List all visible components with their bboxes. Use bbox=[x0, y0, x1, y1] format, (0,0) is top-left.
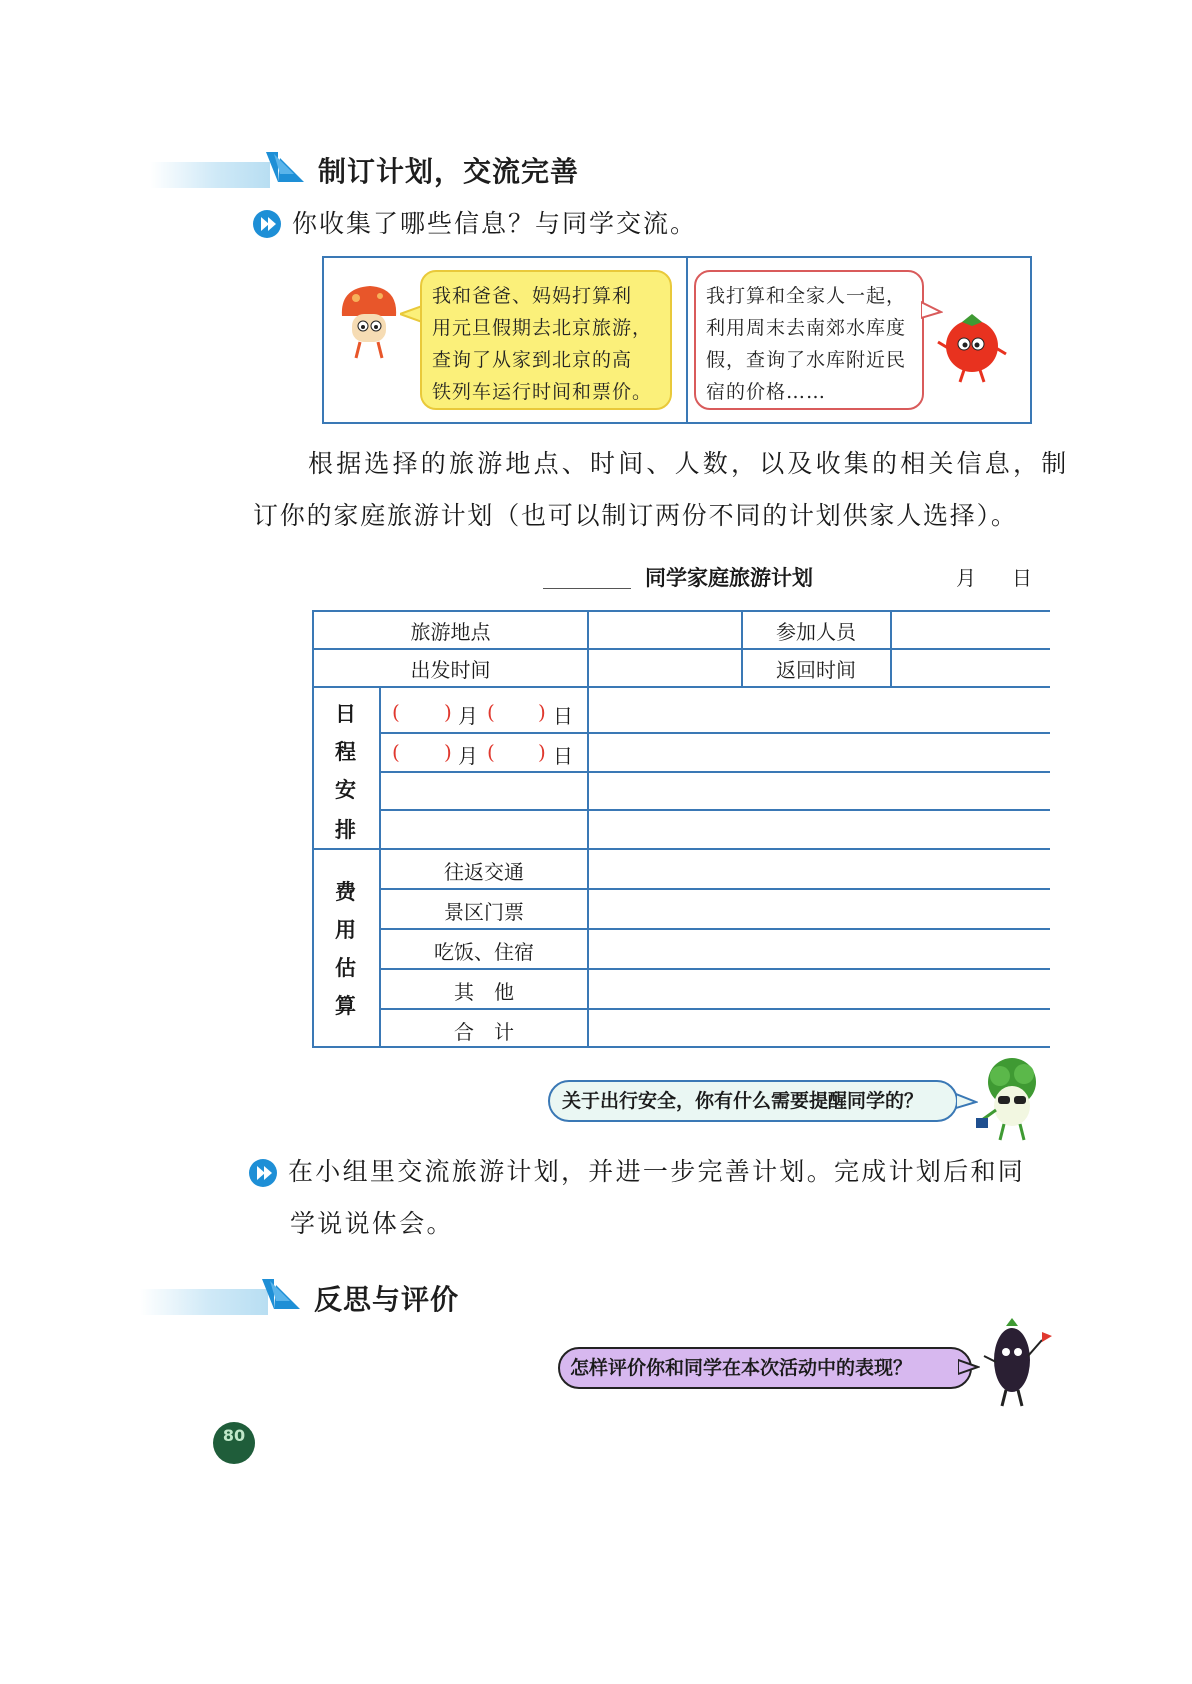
section-title-reflect: 反思与评价 bbox=[314, 1283, 460, 1316]
cost-item: 吃饭、住宿 bbox=[434, 940, 534, 964]
paren-open: ( bbox=[487, 700, 495, 724]
paren-open: ( bbox=[487, 740, 495, 764]
speech-right-line: 宿的价格…… bbox=[706, 381, 827, 403]
bubble-tail-icon bbox=[958, 1358, 980, 1376]
page-number: 80 bbox=[222, 1426, 246, 1445]
day-char: 日 bbox=[553, 744, 573, 768]
cost-item: 往返交通 bbox=[444, 860, 524, 884]
question-1: 你收集了哪些信息？与同学交流。 bbox=[292, 209, 698, 238]
paren-open: ( bbox=[392, 700, 400, 724]
paren-close: ) bbox=[444, 700, 452, 724]
play-bullet-icon bbox=[253, 210, 281, 238]
paren-close: ) bbox=[444, 740, 452, 764]
schedule-label-char: 安 bbox=[335, 777, 356, 802]
table-line bbox=[379, 1008, 1050, 1010]
speech-bubble-right bbox=[694, 270, 924, 410]
month-char: 月 bbox=[458, 704, 478, 728]
depart-time-label: 出发时间 bbox=[410, 658, 491, 682]
table-line bbox=[312, 610, 1050, 612]
table-line bbox=[312, 648, 1050, 650]
table-line bbox=[379, 809, 1050, 811]
table-line bbox=[890, 610, 892, 686]
cost-item: 其 他 bbox=[454, 980, 514, 1004]
table-line bbox=[587, 610, 589, 1048]
table-line bbox=[379, 888, 1050, 890]
paren-close: ) bbox=[538, 700, 546, 724]
table-line bbox=[312, 848, 1050, 850]
table-line bbox=[312, 1046, 1050, 1048]
speech-right-line: 利用周末去南郊水库度 bbox=[706, 317, 907, 339]
month-char: 月 bbox=[458, 744, 478, 768]
destination-label: 旅游地点 bbox=[410, 620, 491, 644]
mushroom-character-icon bbox=[336, 282, 402, 362]
participants-label: 参加人员 bbox=[776, 620, 856, 644]
return-time-label: 返回时间 bbox=[776, 658, 856, 682]
tomato-character-icon bbox=[936, 308, 1010, 384]
plan-form-title: 同学家庭旅游计划 bbox=[645, 566, 813, 590]
cost-label-char: 费 bbox=[335, 879, 356, 904]
info-divider bbox=[686, 256, 688, 424]
table-line bbox=[379, 732, 1050, 734]
cost-label-char: 算 bbox=[335, 993, 356, 1018]
question-2-line-1: 在小组里交流旅游计划，并进一步完善计划。完成计划后和同 bbox=[288, 1157, 1026, 1186]
table-line bbox=[312, 686, 1050, 688]
schedule-label-char: 排 bbox=[335, 817, 356, 842]
speech-left-line: 查询了从家到北京的高 bbox=[432, 349, 633, 371]
section-header-bar bbox=[150, 162, 270, 188]
table-line bbox=[379, 771, 1050, 773]
section-header-bar bbox=[140, 1289, 268, 1315]
day-char: 日 bbox=[553, 704, 573, 728]
paragraph-line-1: 根据选择的旅游地点、时间、人数，以及收集的相关信息，制 bbox=[308, 449, 1070, 478]
speech-bubble-left bbox=[420, 270, 672, 410]
paren-close: ) bbox=[538, 740, 546, 764]
evaluate-prompt: 怎样评价你和同学在本次活动中的表现？ bbox=[558, 1347, 972, 1389]
paragraph-line-2: 订你的家庭旅游计划（也可以制订两份不同的计划供家人选择）。 bbox=[253, 501, 1018, 530]
schedule-label-char: 日 bbox=[335, 701, 356, 726]
bubble-tail-icon bbox=[956, 1092, 978, 1110]
cost-item: 合 计 bbox=[454, 1020, 514, 1044]
cost-label-char: 估 bbox=[335, 955, 356, 980]
speech-left-line: 我和爸爸、妈妈打算利 bbox=[432, 285, 633, 307]
speech-right-line: 我打算和全家人一起， bbox=[706, 285, 907, 307]
speech-left-line: 铁列车运行时间和票价。 bbox=[432, 381, 653, 403]
day-label: 日 bbox=[1012, 566, 1032, 590]
page-number-badge bbox=[213, 1422, 255, 1464]
question-2-line-2: 学说说体会。 bbox=[290, 1209, 454, 1238]
name-blank-line bbox=[543, 588, 631, 589]
section-triangle-icon bbox=[260, 1275, 302, 1313]
paren-open: ( bbox=[392, 740, 400, 764]
section-title-plan: 制订计划，交流完善 bbox=[318, 155, 580, 188]
speech-right-line: 假，查询了水库附近民 bbox=[706, 349, 907, 371]
schedule-label-char: 程 bbox=[335, 739, 356, 764]
section-triangle-icon bbox=[264, 148, 306, 186]
cabbage-character-icon bbox=[976, 1054, 1046, 1144]
play-bullet-icon bbox=[249, 1159, 277, 1187]
cost-item: 景区门票 bbox=[444, 900, 524, 924]
cost-label-char: 用 bbox=[335, 917, 356, 942]
table-line bbox=[379, 968, 1050, 970]
eggplant-character-icon bbox=[980, 1316, 1052, 1408]
speech-left-line: 用元旦假期去北京旅游， bbox=[432, 317, 653, 339]
month-label: 月 bbox=[956, 566, 976, 590]
safety-prompt: 关于出行安全，你有什么需要提醒同学的？ bbox=[548, 1080, 958, 1122]
table-line bbox=[379, 928, 1050, 930]
